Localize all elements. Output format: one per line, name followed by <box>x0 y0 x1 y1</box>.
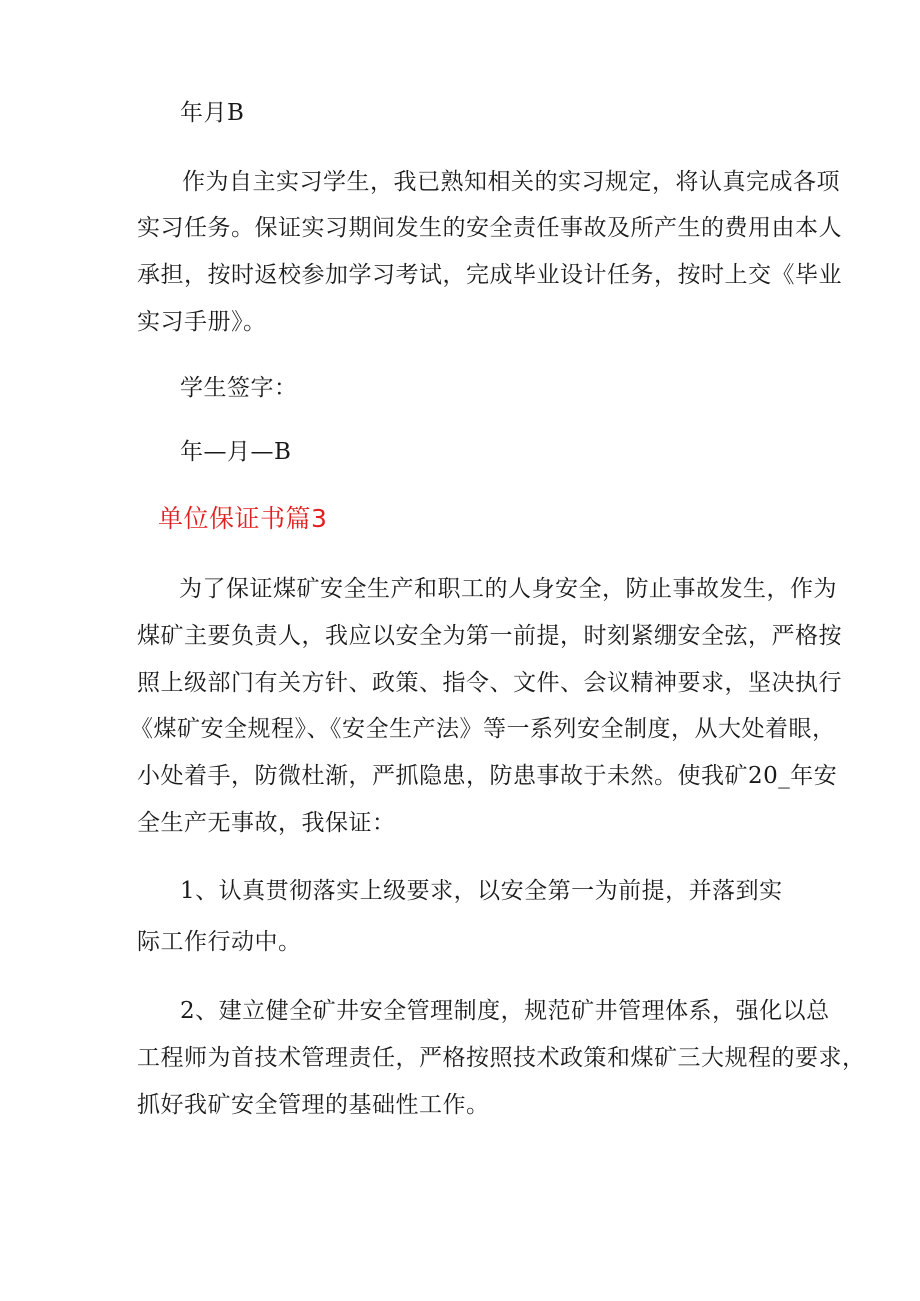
item2-line-1: 2、建立健全矿井安全管理制度，规范矿井管理体系，强化以总 <box>180 998 830 1024</box>
section-title: 单位保证书篇3 <box>158 504 328 533</box>
para1-line-2: 实习任务。保证实习期间发生的安全责任事故及所产生的费用由本人 <box>137 215 842 241</box>
para2-line-4: 《煤矿安全规程》、《安全生产法》等一系列安全制度，从大处着眼， <box>130 716 836 742</box>
para2-line-6: 全生产无事故，我保证： <box>137 810 396 836</box>
date-line-top: 年月B <box>180 100 245 126</box>
para1-line-4: 实习手册》。 <box>137 309 267 335</box>
signature-label: 学生签字： <box>180 375 298 401</box>
para2-line-1: 为了保证煤矿安全生产和职工的人身安全，防止事故发生，作为 <box>179 576 837 602</box>
para2-line-5: 小处着手，防微杜渐，严抓隐患，防患事故于未然。使我矿20_年安 <box>137 763 838 789</box>
item2-line-3: 抓好我矿安全管理的基础性工作。 <box>137 1092 490 1118</box>
item1-line-2: 际工作行动中。 <box>137 929 302 955</box>
para2-line-2: 煤矿主要负责人，我应以安全为第一前提，时刻紧绷安全弦，严格按 <box>137 623 842 649</box>
item2-line-2: 工程师为首技术管理责任，严格按照技术政策和煤矿三大规程的要求， <box>137 1045 866 1071</box>
item1-line-1: 1、认真贯彻落实上级要求，以安全第一为前提，并落到实 <box>180 878 783 904</box>
para1-line-1: 作为自主实习学生，我已熟知相关的实习规定，将认真完成各项 <box>182 169 840 195</box>
para2-line-3: 照上级部门有关方针、政策、指令、文件、会议精神要求，坚决执行 <box>137 670 842 696</box>
para1-line-3: 承担，按时返校参加学习考试，完成毕业设计任务，按时上交《毕业 <box>137 262 842 288</box>
date-line-bottom: 年—月—B <box>180 439 292 465</box>
